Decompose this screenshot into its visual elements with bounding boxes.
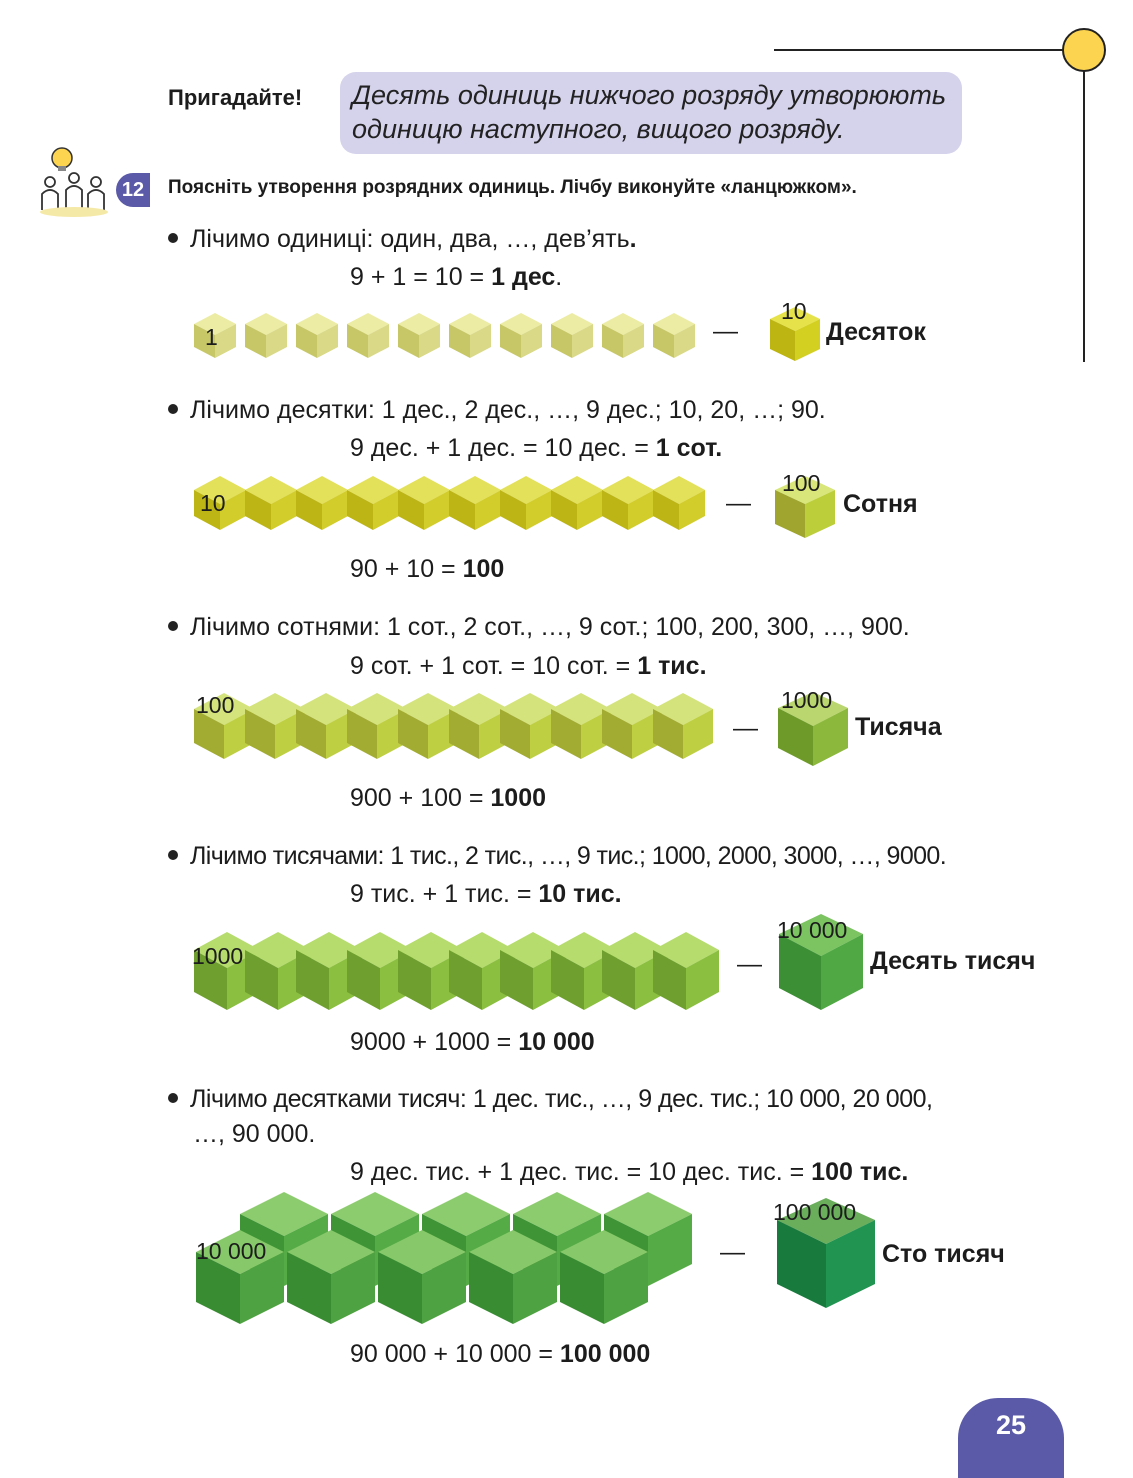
right-rule-line [1083, 70, 1085, 362]
bullet-thousands: Лічимо тисячами: 1 тис., 2 тис., …, 9 тис.; 1000, 2000, 3000, …, 9000. [168, 842, 946, 871]
unit-name-ten: Десяток [826, 318, 926, 346]
unit-cube [653, 313, 695, 358]
row-label-hundreds: 100 [196, 692, 235, 718]
thousand-cubes-row [190, 928, 725, 1014]
unit-cube [500, 313, 542, 358]
bullet-hundreds: Лічимо сотнями: 1 сот., 2 сот., …, 9 сот.; 100, 200, 300, …, 900. [168, 613, 910, 642]
unit-value-ten-thousand: 10 000 [777, 917, 848, 943]
unit-cubes-row [190, 308, 700, 364]
unit-cube [296, 313, 338, 358]
unit-cube [347, 313, 389, 358]
unit-value-ten: 10 [781, 298, 807, 324]
bullet-dot [168, 850, 178, 860]
task-number-badge: 12 [116, 173, 150, 207]
unit-cube [449, 313, 491, 358]
unit-name-hundred-thousand: Сто тисяч [882, 1240, 1005, 1268]
sum-tens: 90 + 10 = 100 [350, 555, 505, 583]
dash-ones: — [713, 317, 738, 345]
bullet-dot [168, 404, 178, 414]
equation-thousands: 9 тис. + 1 тис. = 10 тис. [350, 880, 622, 908]
group-work-icon [36, 146, 112, 218]
ten-cube [500, 476, 552, 530]
equation-ten-thousands: 9 дес. тис. + 1 дес. тис. = 10 дес. тис. = 100 тис. [350, 1158, 909, 1186]
sum-hundreds: 900 + 100 = 1000 [350, 784, 547, 812]
ten-cube [398, 476, 450, 530]
page-number-badge: 25 [958, 1398, 1064, 1478]
equation-tens: 9 дес. + 1 дес. = 10 дес. = 1 сот. [350, 434, 723, 462]
unit-name-thousand: Тисяча [855, 713, 942, 741]
dash-tens: — [726, 489, 751, 517]
hundred-cube [653, 693, 713, 759]
sum-ten-thousands: 90 000 + 10 000 = 100 000 [350, 1340, 651, 1368]
bullet-ten-thousands-line2: …, 90 000. [193, 1120, 316, 1148]
remember-box [340, 72, 962, 154]
unit-name-hundred: Сотня [843, 490, 918, 518]
unit-name-ten-thousand: Десять тисяч [870, 947, 1036, 975]
ten-cube [602, 476, 654, 530]
ten-cube [551, 476, 603, 530]
dash-ten-thousands: — [720, 1238, 745, 1266]
equation-ones: 9 + 1 = 10 = 1 дес. [350, 263, 563, 291]
ten-cubes-row [190, 472, 710, 534]
row-label-ones: 1 [205, 324, 218, 350]
dash-hundreds: — [733, 714, 758, 742]
bullet-dot [168, 1093, 178, 1103]
dash-thousands: — [737, 950, 762, 978]
ten-cube [449, 476, 501, 530]
row-label-thousands: 1000 [192, 943, 244, 969]
bullet-dot [168, 621, 178, 631]
unit-cube [398, 313, 440, 358]
bullet-ones: Лічимо одиниці: один, два, …, дев’ять. [168, 225, 637, 254]
decor-dot [1062, 28, 1106, 72]
sum-thousands: 9000 + 1000 = 10 000 [350, 1028, 595, 1056]
thousand-cube [653, 932, 719, 1010]
equation-hundreds: 9 сот. + 1 сот. = 10 сот. = 1 тис. [350, 652, 707, 680]
ten-cube [653, 476, 705, 530]
unit-value-hundred-thousand: 100 000 [773, 1199, 857, 1225]
bullet-ten-thousands: Лічимо десятками тисяч: 1 дес. тис., …, 9 дес. тис.; 10 000, 20 000, [168, 1085, 932, 1114]
bullet-tens: Лічимо десятки: 1 дес., 2 дес., …, 9 дес.; 10, 20, …; 90. [168, 396, 826, 425]
ten-thousand-cubes-group [192, 1190, 696, 1330]
top-rule-line [774, 49, 1064, 51]
ten-cube [296, 476, 348, 530]
hundred-cubes-row [190, 690, 720, 762]
unit-value-hundred: 100 [782, 470, 821, 496]
bullet-dot [168, 233, 178, 243]
remember-label: Пригадайте! [168, 85, 303, 110]
unit-cube [602, 313, 644, 358]
remember-line-1: Десять одиниць нижчого розряду утворюють [352, 80, 947, 110]
task-instruction: Поясніть утворення розрядних одиниць. Лічбу виконуйте «ланцюжком». [168, 177, 857, 198]
ten-cube [347, 476, 399, 530]
unit-cube [245, 313, 287, 358]
unit-cube [551, 313, 593, 358]
row-label-ten-thousands: 10 000 [196, 1238, 267, 1264]
unit-value-thousand: 1000 [781, 687, 833, 713]
ten-cube [245, 476, 297, 530]
row-label-tens: 10 [200, 490, 226, 516]
remember-line-2: одиницю наступного, вищого розряду. [352, 114, 845, 144]
